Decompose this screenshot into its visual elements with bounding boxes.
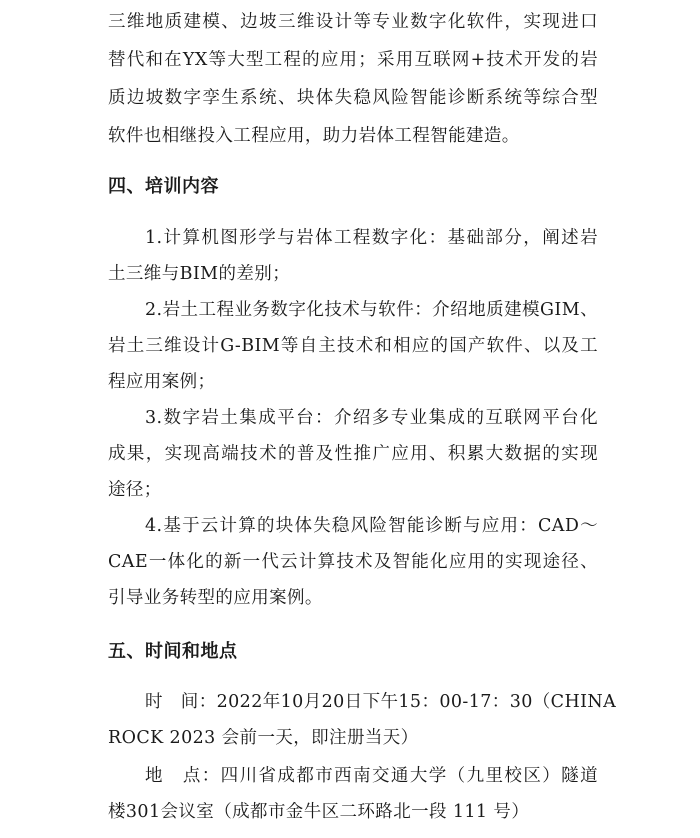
place-line-2: 楼301会议室（成都市金牛区二环路北一段 111 号） — [108, 802, 530, 822]
place-line-1: 地 点：四川省成都市西南交通大学（九里校区）隧道 — [145, 766, 598, 786]
item-4-line-2: CAE一体化的新一代云计算技术及智能化应用的实现途径、 — [108, 552, 598, 572]
item-1-line-1: 1.计算机图形学与岩体工程数字化：基础部分，阐述岩 — [145, 228, 598, 248]
item-2-line-3: 程应用案例； — [108, 372, 216, 392]
intro-line-4: 软件也相继投入工程应用，助力岩体工程智能建造。 — [108, 126, 520, 146]
item-3-line-1: 3.数字岩土集成平台：介绍多专业集成的互联网平台化 — [145, 408, 598, 428]
item-1-line-2: 土三维与BIM的差别； — [108, 264, 291, 284]
section-heading-time-and-place: 五、时间和地点 — [108, 641, 238, 662]
time-line-2: ROCK 2023 会前一天，即注册当天） — [108, 728, 419, 748]
section-heading-training-content: 四、培训内容 — [108, 176, 219, 197]
item-3-line-2: 成果，实现高端技术的普及性推广应用、积累大数据的实现 — [108, 444, 598, 464]
item-2-line-1: 2.岩土工程业务数字化技术与软件：介绍地质建模GIM、 — [145, 300, 598, 320]
item-2-line-2: 岩土三维设计G-BIM等自主技术和相应的国产软件、以及工 — [108, 336, 598, 356]
intro-line-1: 三维地质建模、边坡三维设计等专业数字化软件，实现进口 — [108, 12, 598, 32]
item-3-line-3: 途径； — [108, 480, 162, 500]
item-4-line-1: 4.基于云计算的块体失稳风险智能诊断与应用：CAD～ — [145, 516, 598, 536]
intro-line-2: 替代和在YX等大型工程的应用；采用互联网+技术开发的岩 — [108, 50, 598, 70]
item-4-line-3: 引导业务转型的应用案例。 — [108, 588, 323, 608]
intro-line-3: 质边坡数字孪生系统、块体失稳风险智能诊断系统等综合型 — [108, 88, 598, 108]
time-line-1: 时 间：2022年10月20日下午15：00-17：30（CHINA — [145, 692, 617, 712]
